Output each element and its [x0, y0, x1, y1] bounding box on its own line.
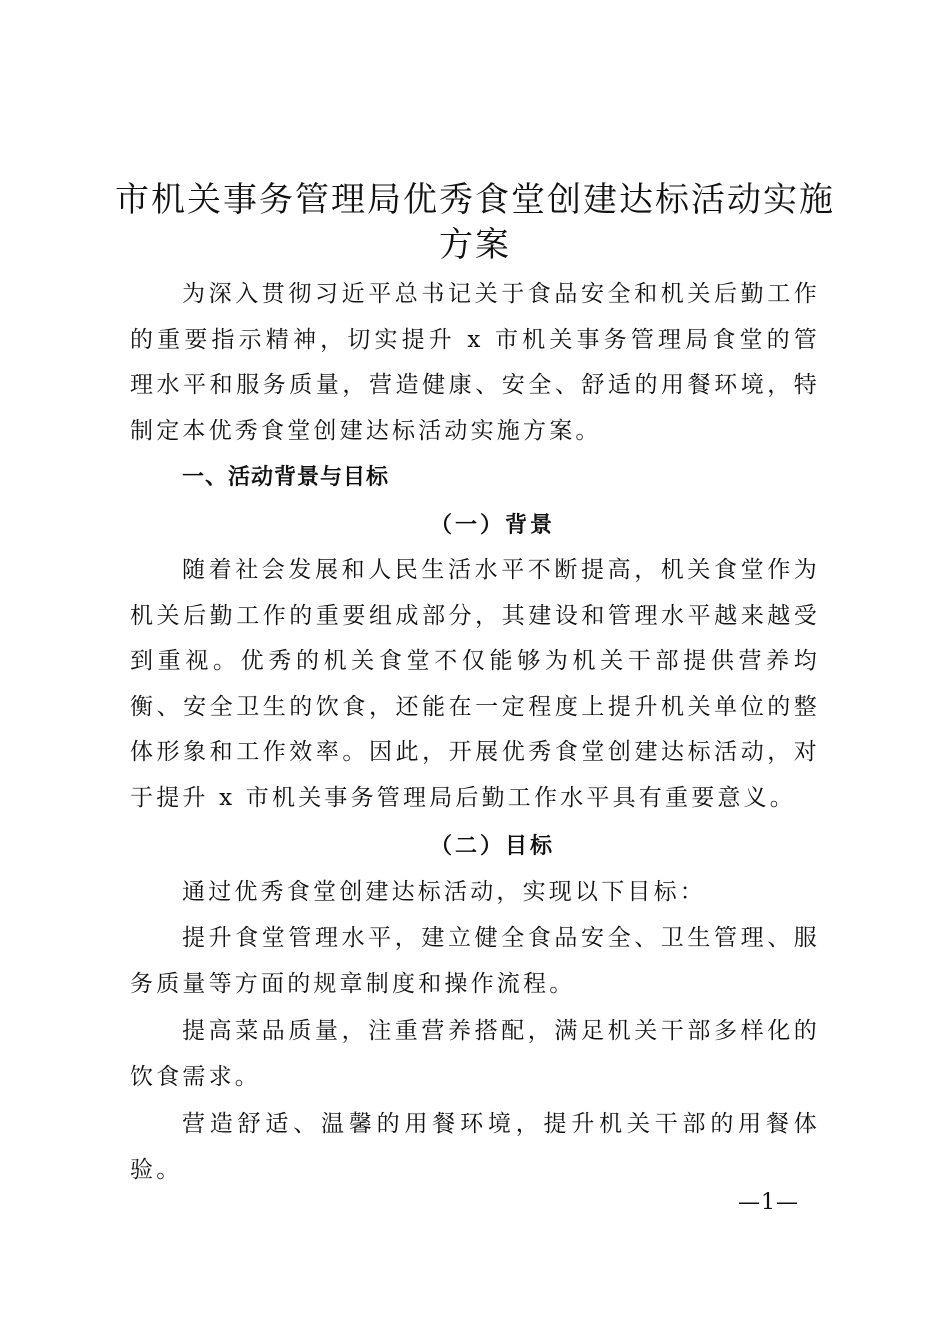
page-number: —1—	[738, 1190, 799, 1215]
intro-paragraph: 为深入贯彻习近平总书记关于食品安全和机关后勤工作的重要指示精神，切实提升 x 市机关事务管理局食堂的管理水平和服务质量，营造健康、安全、舒适的用餐环境，特制定本优秀食堂创建达标活动实施方案。	[130, 281, 820, 444]
section-heading-background-goals: 一、活动背景与目标	[182, 465, 390, 490]
goal-item-3: 营造舒适、温馨的用餐环境，提升机关干部的用餐体验。	[130, 1111, 820, 1183]
document-title-line-2: 方案	[439, 225, 511, 265]
subheading-goals: （二）目标	[430, 833, 556, 859]
goal-item-2: 提高菜品质量，注重营养搭配，满足机关干部多样化的饮食需求。	[130, 1018, 820, 1090]
goals-lead-paragraph: 通过优秀食堂创建达标活动，实现以下目标：	[182, 879, 706, 905]
goal-item-1: 提升食堂管理水平，建立健全食品安全、卫生管理、服务质量等方面的规章制度和操作流程。	[130, 925, 820, 997]
subheading-background: （一）背景	[430, 512, 556, 538]
document-title-line-1: 市机关事务管理局优秀食堂创建达标活动实施	[115, 180, 835, 220]
background-paragraph: 随着社会发展和人民生活水平不断提高，机关食堂作为机关后勤工作的重要组成部分，其建设和管理水平越来越受到重视。优秀的机关食堂不仅能够为机关干部提供营养均衡、安全卫生的饮食，还能在一定程度上提升机关单位的整体形象和工作效率。因此，开展优秀食堂创建达标活动，对于提升 x 市机关事务管理局后勤工作水平具有重要意义。	[130, 557, 820, 811]
